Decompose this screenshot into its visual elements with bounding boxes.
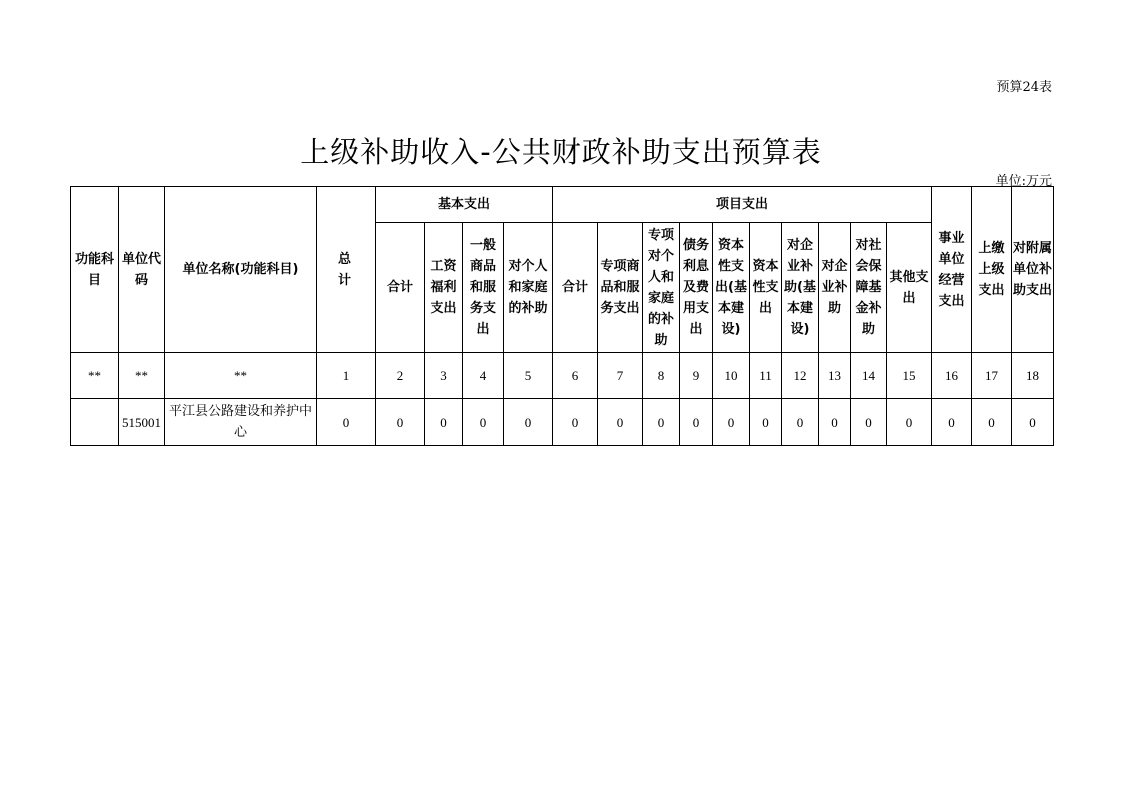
index-row xyxy=(71,353,1054,399)
header-affiliated: 对附属单位补助支出 xyxy=(1012,187,1054,353)
index-cell: 11 xyxy=(750,353,782,399)
header-project-social-security: 对社会保障基金补助 xyxy=(851,223,887,353)
header-basic-goods-services: 一般商品和服务支出 xyxy=(463,223,504,353)
index-cell: 3 xyxy=(425,353,463,399)
index-cell: 8 xyxy=(643,353,680,399)
page-title: 上级补助收入-公共财政补助支出预算表 xyxy=(300,135,822,169)
index-cell: 15 xyxy=(887,353,932,399)
table-number: 预算24表 xyxy=(996,80,1052,95)
table-row xyxy=(71,399,1054,446)
index-cell: 2 xyxy=(376,353,425,399)
unit-label: 单位:万元 xyxy=(995,174,1052,189)
index-cell: 9 xyxy=(680,353,713,399)
index-cell: 5 xyxy=(504,353,553,399)
header-project-enterprise-construction: 对企业补助(基本建设) xyxy=(782,223,819,353)
header-project-goods-services: 专项商品和服务支出 xyxy=(598,223,643,353)
index-cell: 7 xyxy=(598,353,643,399)
index-cell: ** xyxy=(119,353,165,399)
row-unit-code: 515001 xyxy=(119,399,165,446)
header-total: 总计 xyxy=(317,187,376,353)
header-project-enterprise: 对企业补助 xyxy=(819,223,851,353)
index-cell: 18 xyxy=(1012,353,1054,399)
row-value: 0 xyxy=(713,399,750,446)
row-value: 0 xyxy=(972,399,1012,446)
header-basic-wages: 工资福利支出 xyxy=(425,223,463,353)
index-cell: 10 xyxy=(713,353,750,399)
row-value: 0 xyxy=(643,399,680,446)
header-row-1 xyxy=(71,187,1054,223)
header-project-debt-interest: 债务利息及费用支出 xyxy=(680,223,713,353)
row-value: 0 xyxy=(1012,399,1054,446)
row-value: 0 xyxy=(504,399,553,446)
index-cell: 13 xyxy=(819,353,851,399)
header-basic-total: 合计 xyxy=(376,223,425,353)
header-project-capital-construction: 资本性支出(基本建设) xyxy=(713,223,750,353)
index-cell: 16 xyxy=(932,353,972,399)
row-value: 0 xyxy=(851,399,887,446)
index-cell: 12 xyxy=(782,353,819,399)
header-unit-name: 单位名称(功能科目) xyxy=(165,187,317,353)
row-value: 0 xyxy=(819,399,851,446)
index-cell: 6 xyxy=(553,353,598,399)
row-func-subject xyxy=(71,399,119,446)
row-unit-name: 平江县公路建设和养护中心 xyxy=(165,399,317,446)
header-project-other: 其他支出 xyxy=(887,223,932,353)
row-value-total: 0 xyxy=(317,399,376,446)
row-value: 0 xyxy=(376,399,425,446)
row-value: 0 xyxy=(463,399,504,446)
row-value: 0 xyxy=(553,399,598,446)
row-value: 0 xyxy=(932,399,972,446)
index-cell: ** xyxy=(165,353,317,399)
header-project-total: 合计 xyxy=(553,223,598,353)
header-project-group: 项目支出 xyxy=(553,187,932,223)
header-unit-code: 单位代码 xyxy=(119,187,165,353)
index-cell: 14 xyxy=(851,353,887,399)
header-basic-personal-subsidy: 对个人和家庭的补助 xyxy=(504,223,553,353)
row-value: 0 xyxy=(782,399,819,446)
index-cell: 1 xyxy=(317,353,376,399)
header-project-capital: 资本性支出 xyxy=(750,223,782,353)
header-project-personal-subsidy: 专项对个人和家庭的补助 xyxy=(643,223,680,353)
row-value: 0 xyxy=(598,399,643,446)
header-basic-group: 基本支出 xyxy=(376,187,553,223)
row-value: 0 xyxy=(680,399,713,446)
header-turn-over: 上缴上级支出 xyxy=(972,187,1012,353)
index-cell: ** xyxy=(71,353,119,399)
row-value: 0 xyxy=(887,399,932,446)
index-cell: 4 xyxy=(463,353,504,399)
index-cell: 17 xyxy=(972,353,1012,399)
row-value: 0 xyxy=(425,399,463,446)
header-func-subject: 功能科目 xyxy=(71,187,119,353)
header-enterprise-op: 事业单位经营支出 xyxy=(932,187,972,353)
row-value: 0 xyxy=(750,399,782,446)
budget-table xyxy=(70,186,1054,446)
